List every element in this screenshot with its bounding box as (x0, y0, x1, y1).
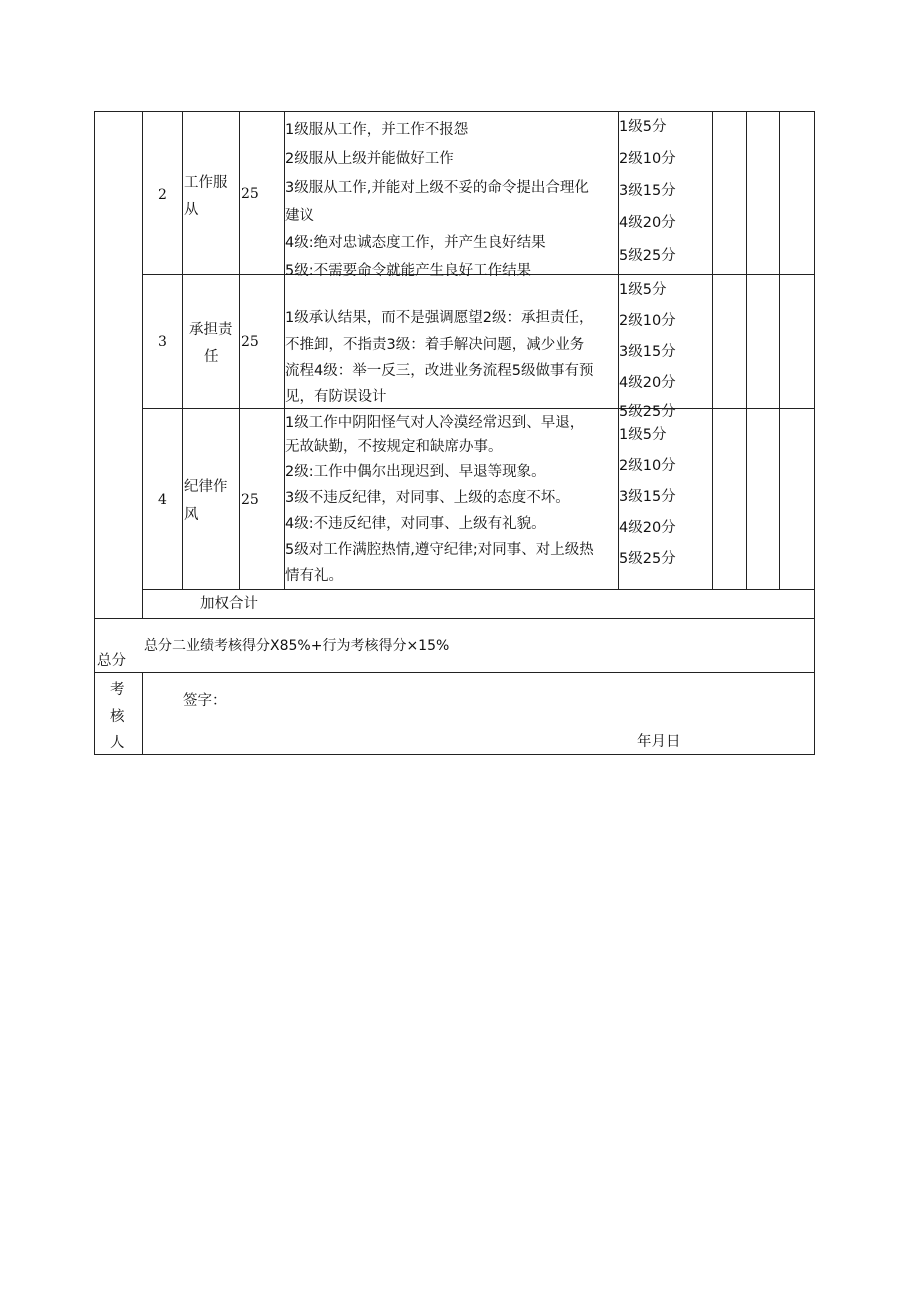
score-line: 3级15分 (619, 489, 676, 505)
row-4-scores (619, 409, 711, 589)
score-line: 1级5分 (619, 282, 667, 298)
row-4-no: 4 (158, 492, 167, 508)
assessor-label-2: 核 (110, 709, 125, 725)
criteria-line: 4级:绝对忠诚态度工作，并产生良好结果 (285, 235, 546, 251)
rule-row4-bottom (142, 589, 815, 590)
criteria-line: 1级工作中阴阳怪气对人冷漠经常迟到、早退， (285, 415, 585, 431)
row-3-weight: 25 (241, 334, 259, 350)
row-3-no: 3 (158, 334, 167, 350)
row-2-no: 2 (158, 187, 167, 203)
rule-weighted-bottom (94, 618, 815, 619)
rule-total-bottom (94, 672, 815, 673)
criteria-line: 1级服从工作，并工作不报怨 (285, 122, 469, 138)
total-formula: 总分二业绩考核得分X85%+行为考核得分×15% (144, 638, 450, 654)
criteria-line: 建议 (285, 208, 314, 224)
rule-col-a (746, 111, 747, 589)
row-3-scores (619, 275, 711, 420)
row-4-name-line2: 风 (184, 507, 199, 523)
criteria-line: 情有礼。 (285, 568, 343, 584)
criteria-line: 流程4级：举一反三，改进业务流程5级做事有预 (285, 363, 594, 379)
score-line: 5级25分 (619, 248, 676, 264)
rule-after-name (239, 111, 240, 589)
score-line: 4级20分 (619, 215, 676, 231)
weighted-total-label: 加权合计 (200, 596, 258, 612)
rule-assessor-split (142, 672, 143, 754)
criteria-line: 1级承认结果，而不是强调愿望2级：承担责任， (285, 310, 594, 326)
row-4-weight: 25 (241, 492, 259, 508)
score-line: 5级25分 (619, 404, 676, 420)
score-line: 1级5分 (619, 427, 667, 443)
row-2-scores (619, 112, 711, 274)
score-line: 4级20分 (619, 375, 676, 391)
rule-after-category (142, 111, 143, 619)
row-2-weight: 25 (241, 186, 259, 202)
criteria-line: 不推卸，不指责3级：着手解决问题，减少业务 (285, 337, 585, 353)
criteria-line: 4级:不违反纪律，对同事、上级有礼貌。 (285, 516, 546, 532)
rule-col-b (779, 111, 780, 589)
rule-left (94, 111, 95, 755)
criteria-line: 5级对工作满腔热情,遵守纪律;对同事、对上级热 (285, 542, 594, 558)
score-line: 5级25分 (619, 551, 676, 567)
score-line: 3级15分 (619, 344, 676, 360)
row-2-name-line2: 从 (184, 202, 199, 218)
assessor-label-3: 人 (110, 735, 125, 751)
score-line: 2级10分 (619, 313, 676, 329)
criteria-line: 3级不违反纪律，对同事、上级的态度不坏。 (285, 490, 570, 506)
criteria-line: 5级:不需要命令就能产生良好工作结果 (285, 263, 532, 279)
assessor-label-1: 考 (110, 682, 125, 698)
row-3-name-line2: 任 (204, 349, 219, 365)
signature-field[interactable]: 签字： (183, 693, 227, 709)
rule-right (814, 111, 815, 755)
criteria-line: 见，有防误设计 (285, 389, 387, 405)
score-line: 2级10分 (619, 151, 676, 167)
rule-after-scores (712, 111, 713, 589)
total-label: 总分 (97, 653, 126, 669)
criteria-line: 2级:工作中偶尔出现迟到、早退等现象。 (285, 464, 546, 480)
score-line: 2级10分 (619, 458, 676, 474)
criteria-line: 无故缺勤，不按规定和缺席办事。 (285, 439, 503, 455)
score-line: 3级15分 (619, 183, 676, 199)
criteria-line: 2级服从上级并能做好工作 (285, 151, 454, 167)
row-2-name-line1: 工作服 (184, 175, 228, 191)
row-3-name-line1: 承担责 (189, 322, 233, 338)
rule-bottom (94, 754, 815, 755)
date-field[interactable]: 年月日 (637, 734, 681, 750)
rule-after-no (182, 111, 183, 589)
row-4-criteria (285, 409, 617, 589)
score-line: 4级20分 (619, 520, 676, 536)
row-2-criteria (285, 112, 617, 279)
row-3-criteria (285, 275, 617, 408)
row-4-name-line1: 纪律作 (184, 479, 228, 495)
score-line: 1级5分 (619, 119, 667, 135)
criteria-line: 3级服从工作,并能对上级不妥的命令提出合理化 (285, 180, 589, 196)
